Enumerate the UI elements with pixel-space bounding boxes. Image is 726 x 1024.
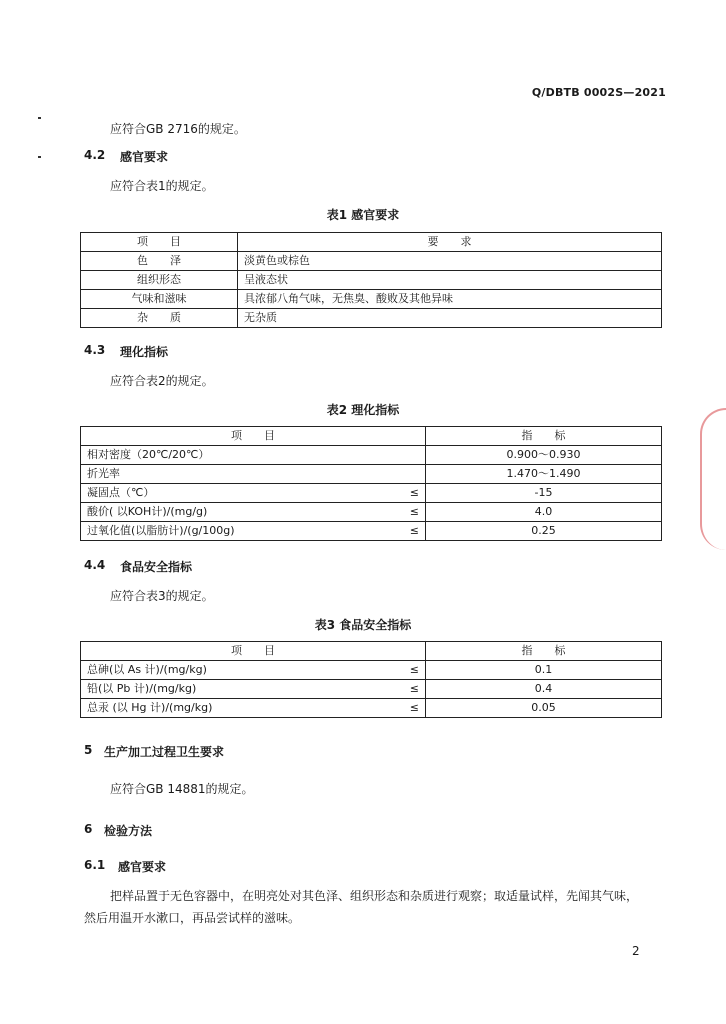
section-4-3-text: 应符合表2的规定。 [110, 374, 214, 388]
table3-caption: 表3 食品安全指标 [314, 618, 412, 632]
table2-caption: 表2 理化指标 [326, 403, 400, 417]
section-4-2-title: 感官要求 [120, 150, 169, 164]
table-cell: 气味和滋味 [81, 290, 238, 309]
table-cell: 4.0 [426, 503, 662, 522]
table-cell: 杂 质 [81, 309, 238, 328]
table-cell: 0.900～0.930 [426, 446, 662, 465]
table-cell [393, 446, 426, 465]
margin-mark [38, 156, 41, 158]
table-cell: 色 泽 [81, 252, 238, 271]
section-4-4-number: 4.4 [84, 558, 106, 572]
table-header-cell: 项 目 [81, 642, 426, 661]
table-cell: 酸价( 以KOH计)/(mg/g) [81, 503, 394, 522]
table-row [81, 465, 662, 484]
table-cell: 1.470～1.490 [426, 465, 662, 484]
table-row [81, 271, 662, 290]
table-header-cell: 要 求 [238, 233, 662, 252]
table-header-row [81, 642, 662, 661]
table-cell: 凝固点（℃） [81, 484, 394, 503]
table-header-row [81, 233, 662, 252]
table-cell: 组织形态 [81, 271, 238, 290]
section-6-number: 6 [84, 822, 93, 836]
table-cell: 相对密度（20℃/20℃） [81, 446, 394, 465]
gb2716-line: 应符合GB 2716的规定。 [110, 122, 246, 136]
table-cell: ≤ [393, 699, 426, 718]
section-4-4-text: 应符合表3的规定。 [110, 589, 214, 603]
section-4-3-number: 4.3 [84, 343, 106, 357]
table1-caption: 表1 感官要求 [326, 208, 400, 222]
table-cell: 无杂质 [238, 309, 662, 328]
table-header-row [81, 427, 662, 446]
table-cell: ≤ [393, 522, 426, 541]
table-cell: ≤ [393, 503, 426, 522]
table-row [81, 699, 662, 718]
section-4-2-number: 4.2 [84, 148, 106, 162]
table-cell: 0.1 [426, 661, 662, 680]
table-cell: 0.05 [426, 699, 662, 718]
physicochemical-table [80, 426, 662, 541]
page-number: 2 [632, 944, 640, 958]
food-safety-table [80, 641, 662, 718]
table-row [81, 503, 662, 522]
table-row [81, 252, 662, 271]
table-header-cell: 指 标 [426, 427, 662, 446]
table-cell: ≤ [393, 680, 426, 699]
table-cell: 总砷(以 As 计)/(mg/kg) [81, 661, 394, 680]
section-4-4-title: 食品安全指标 [120, 560, 193, 574]
section-6-1-paragraph-line2: 然后用温开水漱口，再品尝试样的滋味。 [84, 911, 301, 925]
section-6-1-title: 感官要求 [118, 860, 167, 874]
section-5-text: 应符合GB 14881的规定。 [110, 782, 254, 796]
table-row [81, 446, 662, 465]
table-header-cell: 指 标 [426, 642, 662, 661]
table-cell: 过氧化值(以脂肪计)/(g/100g) [81, 522, 394, 541]
section-6-title: 检验方法 [104, 824, 153, 838]
table-cell: 具浓郁八角气味，无焦臭、酸败及其他异味 [238, 290, 662, 309]
table-cell: 铅(以 Pb 计)/(mg/kg) [81, 680, 394, 699]
section-4-3-title: 理化指标 [120, 345, 169, 359]
table-header-cell: 项 目 [81, 233, 238, 252]
table-row [81, 290, 662, 309]
section-6-1-paragraph-line1: 把样品置于无色容器中，在明亮处对其色泽、组织形态和杂质进行观察；取适量试样，先闻其气味， [110, 889, 639, 903]
margin-mark [38, 117, 41, 119]
red-seal-stamp [700, 408, 726, 550]
sensory-table [80, 232, 662, 328]
table-cell: ≤ [393, 484, 426, 503]
document-code: Q/DBTB 0002S—2021 [531, 86, 666, 99]
table-row [81, 661, 662, 680]
table-row [81, 309, 662, 328]
table-cell: 总汞 (以 Hg 计)/(mg/kg) [81, 699, 394, 718]
table-row [81, 484, 662, 503]
table-row [81, 522, 662, 541]
table-header-cell: 项 目 [81, 427, 426, 446]
table-cell: 折光率 [81, 465, 394, 484]
table-cell [393, 465, 426, 484]
table-cell: 0.25 [426, 522, 662, 541]
section-4-2-text: 应符合表1的规定。 [110, 179, 214, 193]
section-5-title: 生产加工过程卫生要求 [104, 745, 225, 759]
table-cell: -15 [426, 484, 662, 503]
section-5-number: 5 [84, 743, 93, 757]
table-cell: 0.4 [426, 680, 662, 699]
table-cell: ≤ [393, 661, 426, 680]
table-row [81, 680, 662, 699]
section-6-1-number: 6.1 [84, 858, 106, 872]
table-cell: 呈液态状 [238, 271, 662, 290]
table-cell: 淡黄色或棕色 [238, 252, 662, 271]
